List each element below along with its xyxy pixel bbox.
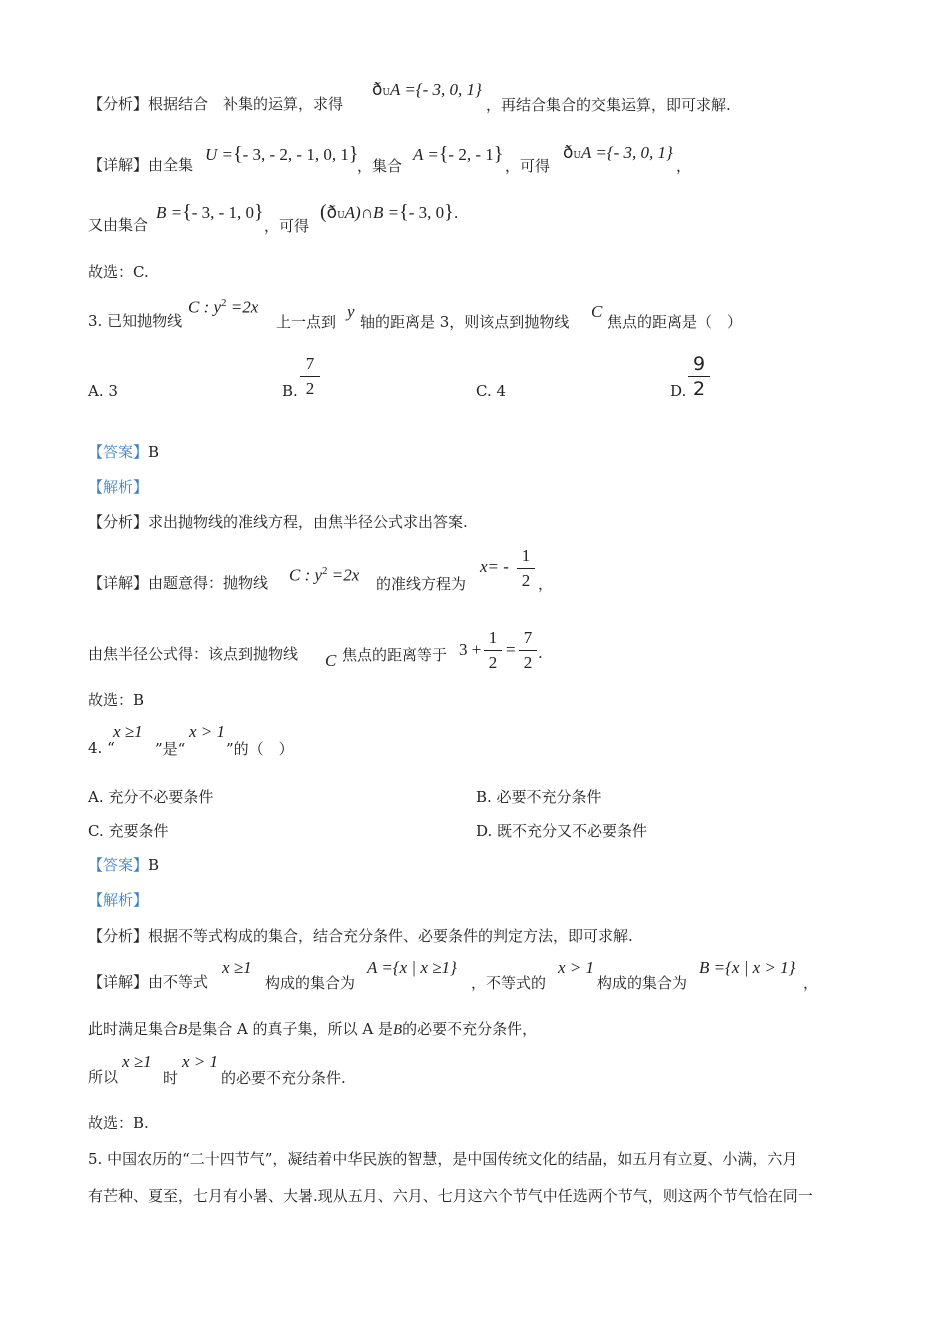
q3-detail-parabola: C : $y^2 =2x$ (289, 565, 360, 585)
q3-analysis: 【分析】求出抛物线的准线方程，由焦半径公式求出答案. (88, 513, 468, 531)
set-b-definition: B ={x | x > 1} (699, 958, 796, 977)
set-b: B ={- 3, - 1, 0} (156, 201, 264, 223)
set-a-definition: A ={x | x ≥1} (367, 958, 457, 977)
q3-option-a[interactable]: A. 3 (88, 382, 118, 400)
q3-option-c[interactable]: C. 4 (476, 382, 507, 400)
set-a: A ={- 2, - 1} (413, 143, 504, 165)
q4-option-b[interactable]: B. 必要不充分条件 (476, 788, 602, 806)
q3-option-b[interactable]: B. (282, 382, 298, 400)
q4-option-a[interactable]: A. 充分不必要条件 (88, 788, 214, 806)
q2-analysis-math: ðUA ={- 3, 0, 1} (372, 80, 482, 100)
q3-line2: 由焦半径公式得：该点到抛物线 (88, 645, 299, 663)
q3-frac-half: 1 2 (484, 627, 502, 674)
q2-line2: 又由集合 (88, 216, 149, 234)
q3-detail: 【详解】由题意得：抛物线 (88, 574, 269, 592)
analysis-text: 根据结合 补集的运算，求得 (148, 95, 344, 113)
q4-option-c[interactable]: C. 充要条件 (88, 822, 169, 840)
q3-directrix-fraction: 1 2 (517, 545, 535, 592)
q4-analysis: 【分析】根据不等式构成的集合，结合充分条件、必要条件的判定方法，即可求解. (88, 927, 633, 945)
q2-detail-line: 【详解】由全集 (88, 156, 194, 174)
q3-jiexi: 【解析】 (88, 478, 149, 496)
q3-option-d[interactable]: D. (670, 382, 687, 400)
q2-choice: 故选：C. (88, 263, 149, 281)
complement-a-set: A ={- 3, 0, 1} (390, 80, 482, 99)
q3-frac-result: 7 2 (519, 627, 537, 674)
universal-set: U ={- 3, - 2, - 1, 0, 1} (205, 143, 359, 165)
q4-jiexi: 【解析】 (88, 891, 149, 909)
q3-choice: 故选：B (88, 691, 145, 709)
q2-analysis-line (88, 94, 343, 114)
q4-option-d[interactable]: D. 既不充分又不必要条件 (476, 822, 648, 840)
complement-a: ðUA ={- 3, 0, 1} (563, 143, 673, 163)
q4-stem: 4. “ (88, 739, 115, 757)
q3-option-b-fraction: 7 2 (300, 353, 320, 400)
analysis-label: 【分析】 (88, 95, 149, 113)
q4-answer: 【答案】B (88, 856, 160, 874)
q5-stem-line1: 5. 中国农历的“二十四节气”，凝结着中华民族的智慧，是中国传统文化的结晶，如五月有立夏、小满，六月 (88, 1150, 798, 1168)
q4-detail: 【详解】由不等式 (88, 973, 209, 991)
q4-line3: 所以 (88, 1068, 119, 1086)
intersection-result: (ðUA)∩B ={- 3, 0}. (320, 201, 459, 223)
q4-choice: 故选：B. (88, 1114, 149, 1132)
q3-parabola: C : $y^2 =2x$ (188, 297, 259, 317)
q3-stem: 3. 已知抛物线 (88, 312, 183, 330)
q3-option-d-fraction: 9 2 (688, 353, 710, 400)
q4-line2: 此时满足集合B是集合 A 的真子集，所以 A 是B的必要不充分条件， (88, 1020, 538, 1038)
q5-stem-line2: 有芒种、夏至，七月有小暑、大暑.现从五月、六月、七月这六个节气中任选两个节气，则这两个节气恰在同一 (88, 1187, 813, 1205)
q3-answer: 【答案】B (88, 443, 160, 461)
q2-analysis-tail: ，再结合集合的交集运算，即可求解. (486, 96, 731, 114)
